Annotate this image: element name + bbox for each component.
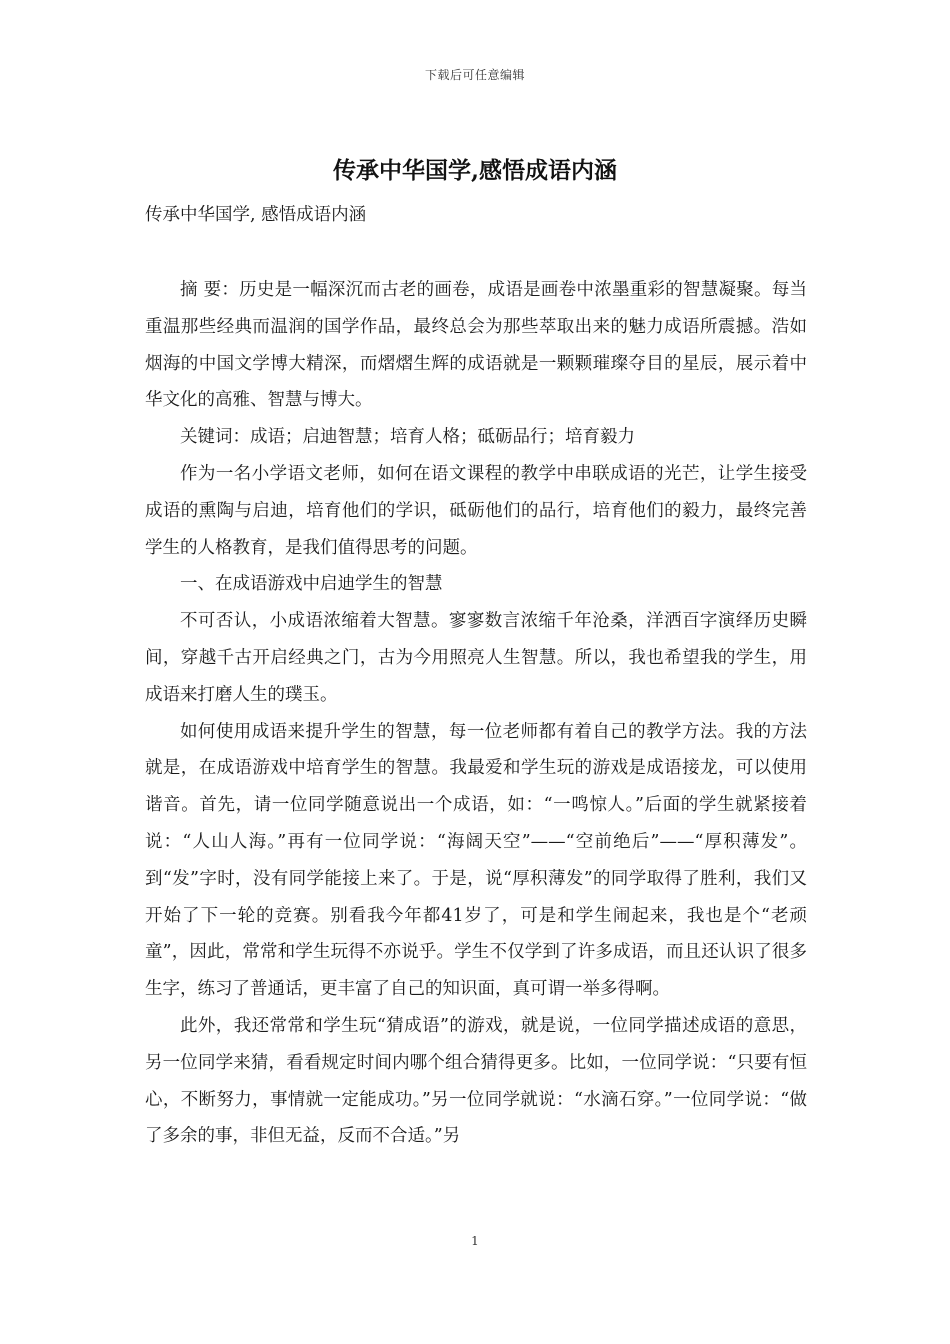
document-title: 传承中华国学,感悟成语内涵 bbox=[332, 157, 617, 184]
keywords-paragraph: 关键词：成语；启迪智慧；培育人格；砥砺品行；培育毅力 bbox=[180, 427, 635, 448]
header-note: 下载后可任意编辑 bbox=[424, 68, 525, 82]
section-heading: 一、在成语游戏中启迪学生的智慧 bbox=[180, 574, 443, 595]
intro-paragraph: 作为一名小学语文老师，如何在语文课程的教学中串联成语的光芒，让学生接受成语的熏陶与启迪，培育他们的学识，砥砺他们的品行，培育他们的毅力，最终完善学生的人格教育，是我们值得思考的问题。 bbox=[145, 463, 807, 558]
body-paragraph: 此外，我还常常和学生玩“猜成语”的游戏，就是说，一位同学描述成语的意思，另一位同学来猜，看看规定时间内哪个组合猜得更多。比如，一位同学说：“只要有恒心，不断努力，事情就一定能成功。”另一位同学就说：“水滴石穿。”一位同学说：“做了多余的事，非但无益，反而不合适。”另 bbox=[145, 1015, 807, 1147]
page-number: 1 bbox=[471, 1234, 479, 1248]
abstract-paragraph: 摘 要：历史是一幅深沉而古老的画卷，成语是画卷中浓墨重彩的智慧凝聚。每当重温那些经典而温润的国学作品，最终总会为那些萃取出来的魅力成语所震撼。浩如烟海的中国文学博大精深，而熠熠生辉的成语就是一颗颗璀璨夺目的星辰，展示着中华文化的高雅、智慧与博大。 bbox=[145, 280, 807, 411]
body-paragraph: 如何使用成语来提升学生的智慧，每一位老师都有着自己的教学方法。我的方法就是，在成语游戏中培育学生的智慧。我最爱和学生玩的游戏是成语接龙，可以使用谐音。首先，请一位同学随意说出一个成语，如：“一鸣惊人。”后面的学生就紧接着说：“人山人海。”再有一位同学说：“海阔天空”——“空前绝后”——“厚积薄发”。到“发”字时，没有同学能接上来了。于是，说“厚积薄发”的同学取得了胜利，我们又开始了下一轮的竞赛。别看我今年都41岁了，可是和学生闹起来，我也是个“老顽童”，因此，常常和学生玩得不亦说乎。学生不仅学到了许多成语，而且还认识了很多生字，练习了普通话，更丰富了自己的知识面，真可谓一举多得啊。 bbox=[145, 721, 807, 1000]
document-subtitle: 传承中华国学, 感悟成语内涵 bbox=[145, 205, 367, 225]
body-paragraph: 不可否认，小成语浓缩着大智慧。寥寥数言浓缩千年沧桑，洋洒百字演绎历史瞬间，穿越千古开启经典之门，古为今用照亮人生智慧。所以，我也希望我的学生，用成语来打磨人生的璞玉。 bbox=[145, 611, 807, 705]
document-body bbox=[145, 272, 807, 1155]
